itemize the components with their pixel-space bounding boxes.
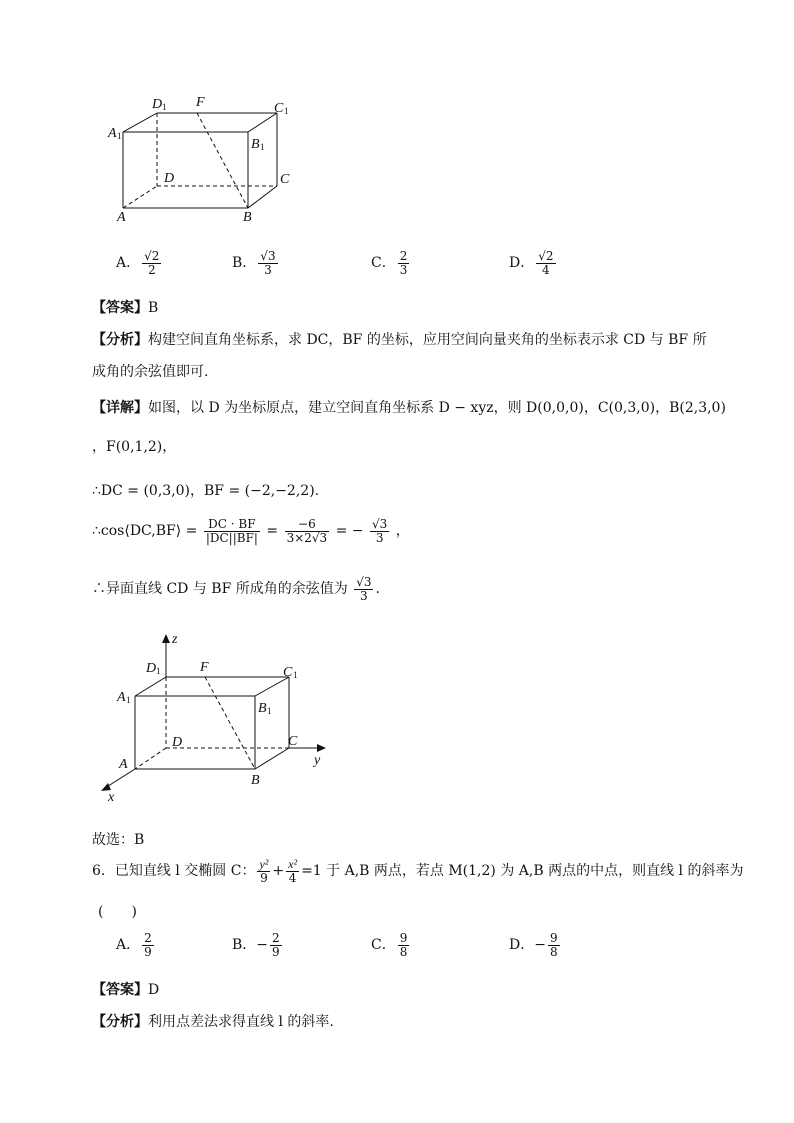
q6-option-a: A． $\frac{2}{9}$ (116, 931, 152, 959)
q6-option-b: B．− $\frac{2}{9}$ (232, 931, 280, 959)
label-F: F (196, 95, 205, 110)
svg-text:1: 1 (293, 670, 298, 680)
q5-option-b: B． $\frac{√3}{3}$ (232, 249, 276, 277)
q5-final-choice: 故选：B (92, 832, 145, 848)
svg-text:1: 1 (162, 102, 167, 112)
label-D1: D (152, 97, 163, 112)
label-B1: B (251, 137, 260, 152)
svg-text:1: 1 (156, 666, 161, 676)
svg-text:1: 1 (126, 695, 131, 705)
q6-answer: 【答案】D (92, 982, 160, 998)
label-B-2: B (251, 773, 260, 788)
svg-text:1: 1 (260, 142, 265, 152)
label-F-2: F (200, 660, 209, 675)
q5-answer: 【答案】B (92, 300, 159, 316)
axis-x-label: x (108, 790, 115, 805)
q5-option-a: A． $\frac{√2}{2}$ (116, 249, 160, 277)
svg-text:1: 1 (117, 131, 122, 141)
q6-stem: 6．已知直线 l 交椭圆 C： $\frac{\text{y²}}{9}$ + $\frac{\text{x²}}{4}$ =1 于 A,B 两点，若点 M(1,2) 为 A,B 两点的中点，则直线 l 的斜率为 (92, 857, 744, 885)
q5-conclusion: ∴异面直线 CD 与 BF 所成角的余弦值为 $\frac{√3}{3}$ . (92, 575, 380, 603)
axis-y-label: y (314, 753, 321, 768)
label-C-2: C (288, 734, 298, 749)
q6-option-d: D．− $\frac{9}{8}$ (509, 931, 558, 959)
label-A: A (117, 210, 126, 225)
label-D-2: D (172, 735, 183, 750)
label-C: C (280, 172, 290, 187)
figure-box-2 (100, 630, 340, 805)
q5-option-d: D． $\frac{√2}{4}$ (509, 249, 554, 277)
svg-text:1: 1 (284, 106, 289, 116)
q5-analysis-line1: 【分析】构建空间直角坐标系，求 DC，BF 的坐标，应用空间向量夹角的坐标表示求 CD 与 BF 所 (92, 332, 707, 348)
label-D: D (164, 171, 175, 186)
q5-option-c: C． $\frac{2}{3}$ (371, 249, 408, 277)
label-C1: C (274, 101, 284, 116)
label-C1-2: C (283, 665, 293, 680)
axis-z-label: z (172, 632, 178, 647)
label-B1-2: B (258, 701, 267, 716)
label-A1: A (108, 126, 117, 141)
q6-analysis: 【分析】利用点差法求得直线 l 的斜率. (92, 1014, 334, 1030)
q6-option-c: C． $\frac{9}{8}$ (371, 931, 408, 959)
label-A1-2: A (117, 690, 126, 705)
q6-paren: ( ) (98, 904, 137, 920)
label-D1-2: D (146, 661, 157, 676)
q5-detail-line1: 【详解】如图，以 D 为坐标原点，建立空间直角坐标系 D − xyz，则 D(0,0,0)，C(0,3,0)，B(2,3,0) (92, 400, 726, 416)
q5-analysis-line2: 成角的余弦值即可. (92, 364, 209, 380)
q5-cosine-formula: ∴cos⟨DC,BF⟩ = $\frac{DC \cdot BF}{|DC||BF|}$ = $\frac{-6}{3\times 2√3}$ = − $\frac{√3}{3}$ ， (92, 517, 410, 545)
svg-text:1: 1 (267, 706, 272, 716)
q5-detail-line2: ，F(0,1,2)， (92, 439, 177, 455)
figure-box-1 (100, 92, 310, 227)
q5-vector-line: ∴DC = (0,3,0)，BF = (−2,−2,2). (92, 483, 320, 499)
label-A-2: A (119, 757, 128, 772)
label-B: B (243, 210, 252, 225)
